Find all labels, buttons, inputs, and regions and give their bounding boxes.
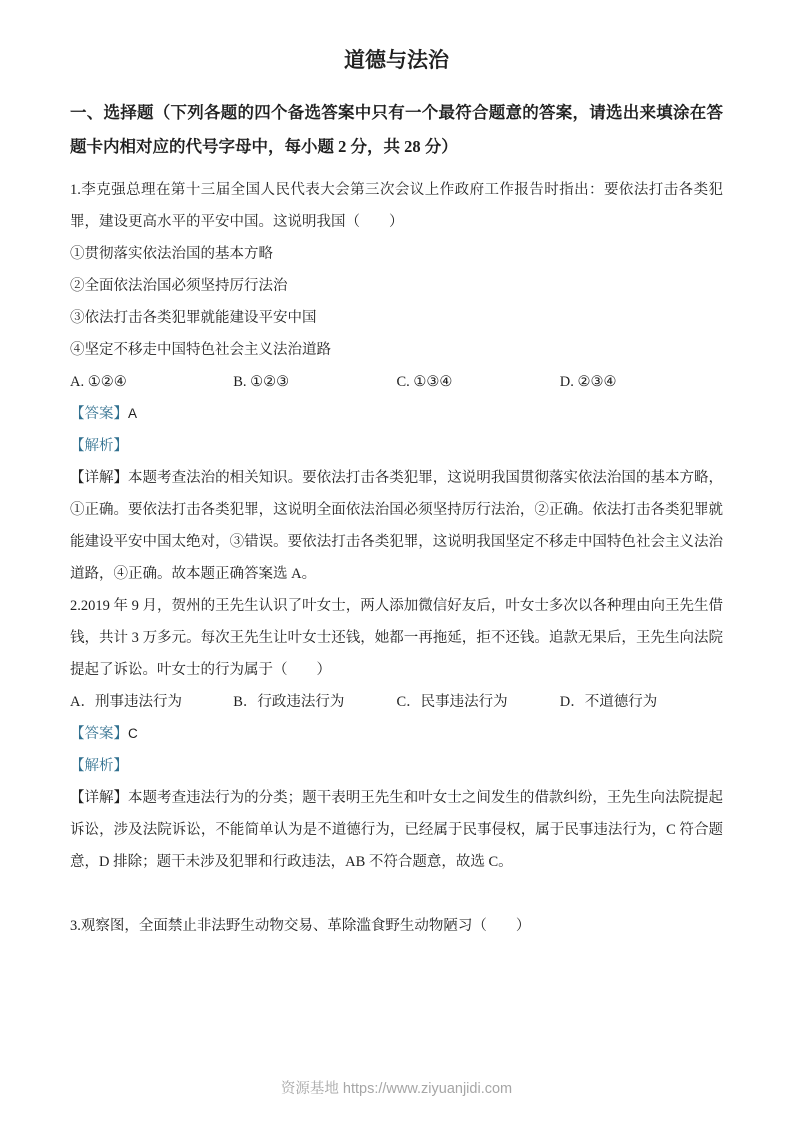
section-heading: 一、选择题（下列各题的四个备选答案中只有一个最符合题意的答案，请选出来填涂在答题卡内相对应的代号字母中，每小题 2 分，共 28 分） <box>70 103 723 156</box>
question-2-analysis-label: 【解析】 <box>70 758 128 774</box>
question-2-stem: 2.2019 年 9 月，贺州的王先生认识了叶女士，两人添加微信好友后，叶女士多次以各种理由向王先生借钱，共计 3 万多元。每次王先生让叶女士还钱，她都一再拖延，拒不还钱。追款无果后，王先生向法院提起了诉讼。叶女士的行为属于（ ） <box>70 598 723 678</box>
question-1-option-c: C. ①③④ <box>396 374 453 390</box>
question-1-statement-3: ③依法打击各类犯罪就能建设平安中国 <box>70 310 317 326</box>
question-1-option-a: A. ①②④ <box>70 374 127 390</box>
question-2-explanation: 【详解】本题考查违法行为的分类；题干表明王先生和叶女士之间发生的借款纠纷，王先生向法院提起诉讼，涉及法院诉讼，不能简单认为是不道德行为，已经属于民事侵权，属于民事违法行为，C 符合题意，D 排除；题干未涉及犯罪和行政违法，AB 不符合题意，故选 C。 <box>70 790 723 870</box>
question-2-answer-line <box>70 718 723 750</box>
page-title: 道德与法治 <box>344 48 449 72</box>
question-1-statement-2: ②全面依法治国必须坚持厉行法治 <box>70 278 288 294</box>
question-2-option-c: C．民事违法行为 <box>396 694 508 710</box>
watermark-footer: 资源基地 https://www.ziyuanjidi.com <box>280 1081 513 1097</box>
answer-label: 【答案】 <box>70 406 128 422</box>
question-2-option-b: B．行政违法行为 <box>233 694 345 710</box>
question-1 <box>70 174 723 590</box>
question-1-option-b: B. ①②③ <box>233 374 290 390</box>
question-1-option-d: D. ②③④ <box>559 374 617 390</box>
answer-label: 【答案】 <box>70 726 128 742</box>
question-1-explanation: 【详解】本题考查法治的相关知识。要依法打击各类犯罪，这说明我国贯彻落实依法治国的基本方略，①正确。要依法打击各类犯罪，这说明全面依法治国必须坚持厉行法治，②正确。依法打击各类犯罪就能建设平安中国太绝对，③错误。要依法打击各类犯罪，这说明我国坚定不移走中国特色社会主义法治道路，④正确。故本题正确答案选 A。 <box>70 470 723 582</box>
question-1-statement-4: ④坚定不移走中国特色社会主义法治道路 <box>70 342 331 358</box>
question-1-answer: A <box>128 406 138 421</box>
question-2-option-d: D．不道德行为 <box>559 694 658 710</box>
question-3-stem: 3.观察图，全面禁止非法野生动物交易、革除滥食野生动物陋习（ ） <box>70 918 531 934</box>
question-1-answer-line <box>70 398 723 430</box>
question-1-statement-1: ①贯彻落实依法治国的基本方略 <box>70 246 273 262</box>
question-1-options <box>70 366 723 398</box>
question-2 <box>70 590 723 878</box>
question-2-option-a: A．刑事违法行为 <box>70 694 182 710</box>
question-1-analysis-label: 【解析】 <box>70 438 128 454</box>
question-1-stem: 1.李克强总理在第十三届全国人民代表大会第三次会议上作政府工作报告时指出：要依法打击各类犯罪，建设更高水平的平安中国。这说明我国（ ） <box>70 182 723 230</box>
question-3 <box>70 910 723 942</box>
question-2-answer: C <box>128 726 138 741</box>
question-2-options <box>70 686 723 718</box>
